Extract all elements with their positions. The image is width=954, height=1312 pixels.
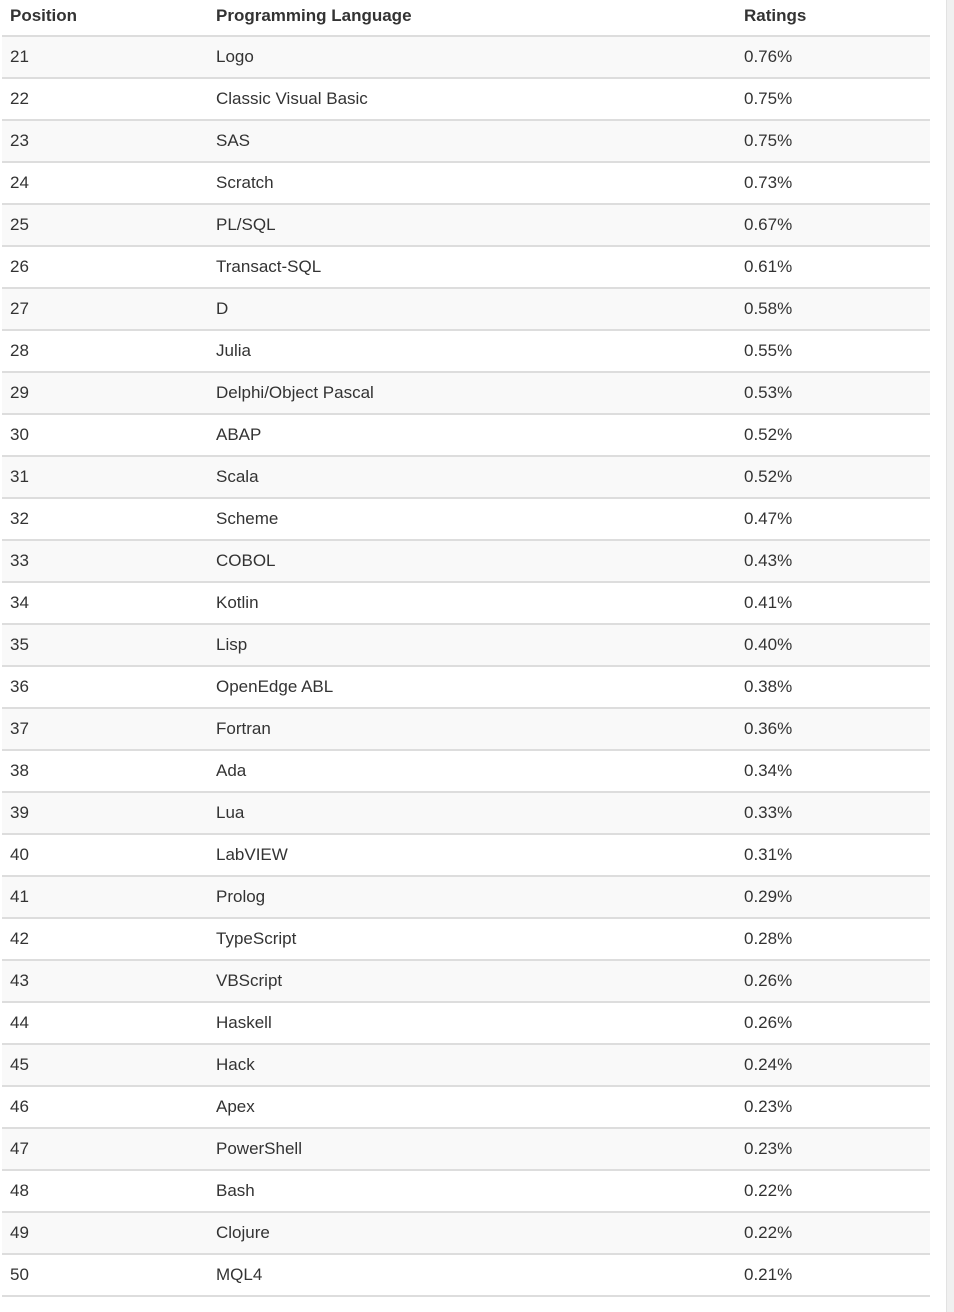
table-row [2,708,930,750]
cell-rating: 0.43% [736,540,930,582]
table-row [2,750,930,792]
cell-rating: 0.53% [736,372,930,414]
cell-language: Haskell [208,1002,736,1044]
cell-language: VBScript [208,960,736,1002]
cell-language: COBOL [208,540,736,582]
cell-position: 37 [2,708,208,750]
table-row [2,540,930,582]
cell-position: 28 [2,330,208,372]
cell-position: 34 [2,582,208,624]
cell-rating: 0.47% [736,498,930,540]
cell-rating: 0.22% [736,1170,930,1212]
table-row [2,330,930,372]
cell-position: 24 [2,162,208,204]
table-row [2,624,930,666]
cell-position: 50 [2,1254,208,1296]
cell-language: PL/SQL [208,204,736,246]
header-row [2,0,930,36]
cell-position: 23 [2,120,208,162]
cell-position: 26 [2,246,208,288]
cell-position: 22 [2,78,208,120]
table-body [2,36,930,1296]
cell-language: Logo [208,36,736,78]
cell-rating: 0.34% [736,750,930,792]
cell-language: Scala [208,456,736,498]
table-row [2,204,930,246]
cell-position: 46 [2,1086,208,1128]
cell-rating: 0.75% [736,120,930,162]
cell-language: PowerShell [208,1128,736,1170]
cell-rating: 0.26% [736,1002,930,1044]
cell-rating: 0.67% [736,204,930,246]
cell-position: 49 [2,1212,208,1254]
cell-language: Kotlin [208,582,736,624]
cell-language: Bash [208,1170,736,1212]
table-row [2,918,930,960]
table-row [2,498,930,540]
cell-language: SAS [208,120,736,162]
cell-position: 38 [2,750,208,792]
cell-language: Apex [208,1086,736,1128]
header-programming-language: Programming Language [208,0,736,36]
cell-rating: 0.26% [736,960,930,1002]
language-ranking-table [2,0,930,1297]
cell-position: 42 [2,918,208,960]
table-row [2,162,930,204]
cell-rating: 0.61% [736,246,930,288]
cell-position: 30 [2,414,208,456]
cell-position: 39 [2,792,208,834]
cell-language: OpenEdge ABL [208,666,736,708]
cell-position: 29 [2,372,208,414]
cell-rating: 0.24% [736,1044,930,1086]
cell-position: 25 [2,204,208,246]
cell-position: 32 [2,498,208,540]
cell-rating: 0.55% [736,330,930,372]
table-row [2,288,930,330]
cell-rating: 0.76% [736,36,930,78]
table-row [2,1170,930,1212]
table-row [2,120,930,162]
cell-language: Delphi/Object Pascal [208,372,736,414]
table-row [2,1254,930,1296]
cell-language: Lisp [208,624,736,666]
table-row [2,834,930,876]
table-row [2,1212,930,1254]
cell-rating: 0.31% [736,834,930,876]
table-row [2,78,930,120]
cell-rating: 0.29% [736,876,930,918]
cell-rating: 0.40% [736,624,930,666]
table-row [2,1044,930,1086]
cell-language: Scratch [208,162,736,204]
cell-language: Ada [208,750,736,792]
cell-language: ABAP [208,414,736,456]
cell-position: 44 [2,1002,208,1044]
cell-language: Julia [208,330,736,372]
cell-language: Scheme [208,498,736,540]
cell-language: Lua [208,792,736,834]
cell-rating: 0.41% [736,582,930,624]
cell-position: 43 [2,960,208,1002]
cell-rating: 0.23% [736,1086,930,1128]
cell-position: 27 [2,288,208,330]
cell-rating: 0.52% [736,414,930,456]
cell-language: Prolog [208,876,736,918]
cell-language: Transact-SQL [208,246,736,288]
cell-position: 31 [2,456,208,498]
cell-position: 21 [2,36,208,78]
header-position: Position [2,0,208,36]
table-row [2,456,930,498]
table-header [2,0,930,36]
table-row [2,414,930,456]
cell-position: 35 [2,624,208,666]
cell-position: 45 [2,1044,208,1086]
cell-position: 40 [2,834,208,876]
cell-position: 36 [2,666,208,708]
cell-language: LabVIEW [208,834,736,876]
table-row [2,792,930,834]
cell-position: 48 [2,1170,208,1212]
table-row [2,582,930,624]
cell-rating: 0.52% [736,456,930,498]
table-row [2,1086,930,1128]
table-row [2,372,930,414]
table-row [2,666,930,708]
cell-rating: 0.75% [736,78,930,120]
cell-position: 47 [2,1128,208,1170]
cell-language: Hack [208,1044,736,1086]
cell-rating: 0.22% [736,1212,930,1254]
table-row [2,246,930,288]
cell-rating: 0.58% [736,288,930,330]
cell-language: TypeScript [208,918,736,960]
cell-rating: 0.28% [736,918,930,960]
cell-rating: 0.38% [736,666,930,708]
cell-rating: 0.23% [736,1128,930,1170]
vertical-scrollbar[interactable] [946,0,954,1312]
cell-language: D [208,288,736,330]
table-row [2,1002,930,1044]
cell-language: Classic Visual Basic [208,78,736,120]
cell-rating: 0.73% [736,162,930,204]
cell-position: 41 [2,876,208,918]
table-row [2,876,930,918]
cell-language: Clojure [208,1212,736,1254]
cell-rating: 0.21% [736,1254,930,1296]
cell-language: MQL4 [208,1254,736,1296]
table-row [2,1128,930,1170]
table-row [2,36,930,78]
header-ratings: Ratings [736,0,930,36]
cell-rating: 0.33% [736,792,930,834]
table-row [2,960,930,1002]
cell-rating: 0.36% [736,708,930,750]
cell-language: Fortran [208,708,736,750]
cell-position: 33 [2,540,208,582]
